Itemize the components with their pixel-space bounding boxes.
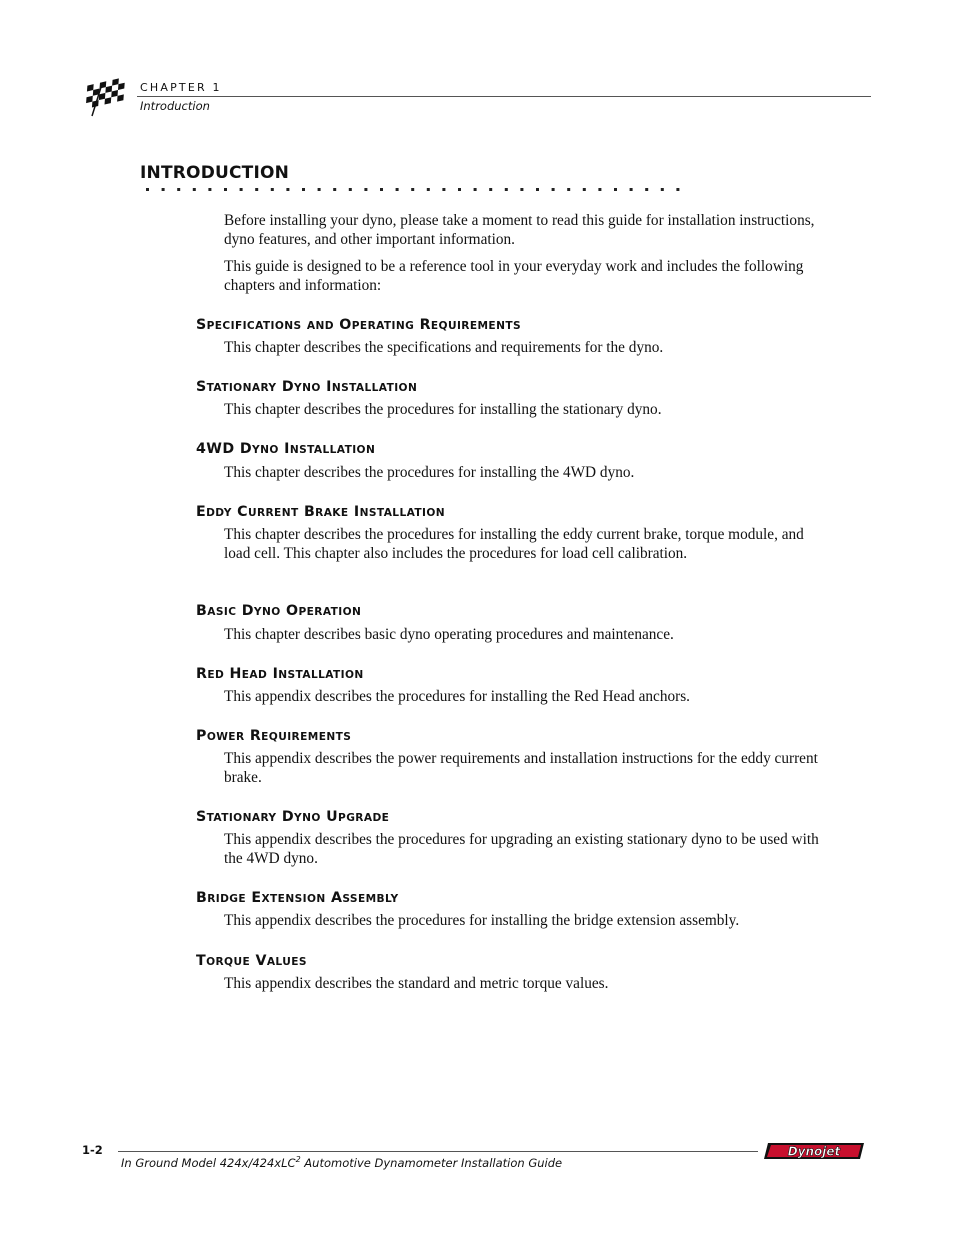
title-rule-dot <box>333 188 336 191</box>
title-rule-dot <box>583 188 586 191</box>
title-rule-dot <box>286 188 289 191</box>
section-title: INTRODUCTION <box>140 163 290 183</box>
header-rule <box>137 96 871 97</box>
title-rule-dot <box>520 188 523 191</box>
svg-text:Dynojet: Dynojet <box>787 1144 841 1159</box>
item-heading: BASIC DYNO OPERATION <box>196 603 362 619</box>
title-rule-dot <box>630 188 633 191</box>
item-heading: POWER REQUIREMENTS <box>196 728 352 744</box>
title-rule-dot <box>567 188 570 191</box>
title-rule-dot <box>411 188 414 191</box>
title-rule-dot <box>536 188 539 191</box>
item-heading: EDDY CURRENT BRAKE INSTALLATION <box>196 504 446 520</box>
item-heading: TORQUE VALUES <box>196 953 307 969</box>
title-rule-dot <box>505 188 508 191</box>
item-heading: STATIONARY DYNO INSTALLATION <box>196 379 418 395</box>
footer-rule <box>118 1151 758 1152</box>
title-rule-dot <box>676 188 679 191</box>
title-rule-dot <box>177 188 180 191</box>
title-rule-dot <box>224 188 227 191</box>
item-heading: BRIDGE EXTENSION ASSEMBLY <box>196 890 399 906</box>
page-header <box>0 0 954 130</box>
item-description: This appendix describes the procedures for installing the Red Head anchors. <box>224 688 690 705</box>
item-heading: RED HEAD INSTALLATION <box>196 666 364 682</box>
item-heading: SPECIFICATIONS AND OPERATING REQUIREMENTS <box>196 317 521 333</box>
item-description: This appendix describes the standard and metric torque values. <box>224 975 609 992</box>
title-rule-dot <box>427 188 430 191</box>
item-description: This chapter describes the procedures for installing the stationary dyno. <box>224 401 662 418</box>
title-rule-dot <box>614 188 617 191</box>
item-description: This appendix describes the procedures for installing the bridge extension assembly. <box>224 912 740 929</box>
item-description: This appendix describes the procedures for upgrading an existing stationary dyno to be used with the 4WD dyno. <box>224 831 819 867</box>
item-description: This chapter describes the procedures for installing the 4WD dyno. <box>224 464 635 481</box>
intro-paragraph: This guide is designed to be a reference tool in your everyday work and includes the following chapters and information: <box>224 258 804 295</box>
page-number: 1-2 <box>82 1143 103 1157</box>
title-rule-dot <box>645 188 648 191</box>
title-rule-dot <box>271 188 274 191</box>
item-heading: STATIONARY DYNO UPGRADE <box>196 809 390 825</box>
title-rule-dot <box>489 188 492 191</box>
item-description: This chapter describes the procedures for installing the eddy current brake, torque module, and load cell. This chapter also includes the procedures for load cell calibration. <box>224 526 804 562</box>
intro-paragraph: Before installing your dyno, please take a moment to read this guide for installation instructions, dyno features, and other important information. <box>224 212 815 248</box>
checkered-flag-icon <box>82 76 132 120</box>
intro-body <box>224 212 824 305</box>
title-rule-dot <box>302 188 305 191</box>
dynojet-logo <box>762 1140 866 1162</box>
title-rule-dot <box>661 188 664 191</box>
title-rule-dot <box>396 188 399 191</box>
title-rule-dot <box>193 188 196 191</box>
title-rule-dot <box>240 188 243 191</box>
title-rule-dot <box>458 188 461 191</box>
title-rule-dot <box>208 188 211 191</box>
item-description: This appendix describes the power requirements and installation instructions for the eddy current brake. <box>224 750 818 786</box>
item-description: This chapter describes the specifications and requirements for the dyno. <box>224 339 664 356</box>
chapter-label: CHAPTER 1 <box>140 81 222 94</box>
title-rule-dot <box>442 188 445 191</box>
title-rule-dot <box>598 188 601 191</box>
item-heading: 4WD DYNO INSTALLATION <box>196 441 376 457</box>
title-rule-dot <box>255 188 258 191</box>
title-rule-dot <box>162 188 165 191</box>
title-rule-dot <box>380 188 383 191</box>
title-rule-dot <box>349 188 352 191</box>
title-rule-dot <box>318 188 321 191</box>
document-title: In Ground Model 424x/424xLC$^2$ Automotive Dynamometer Installation Guide <box>121 1155 563 1170</box>
title-dotted-rule <box>140 186 685 194</box>
title-rule-dot <box>474 188 477 191</box>
chapter-subtitle: Introduction <box>140 99 210 113</box>
item-description: This chapter describes basic dyno operating procedures and maintenance. <box>224 626 674 643</box>
title-rule-dot <box>146 188 149 191</box>
title-rule-dot <box>364 188 367 191</box>
title-rule-dot <box>552 188 555 191</box>
